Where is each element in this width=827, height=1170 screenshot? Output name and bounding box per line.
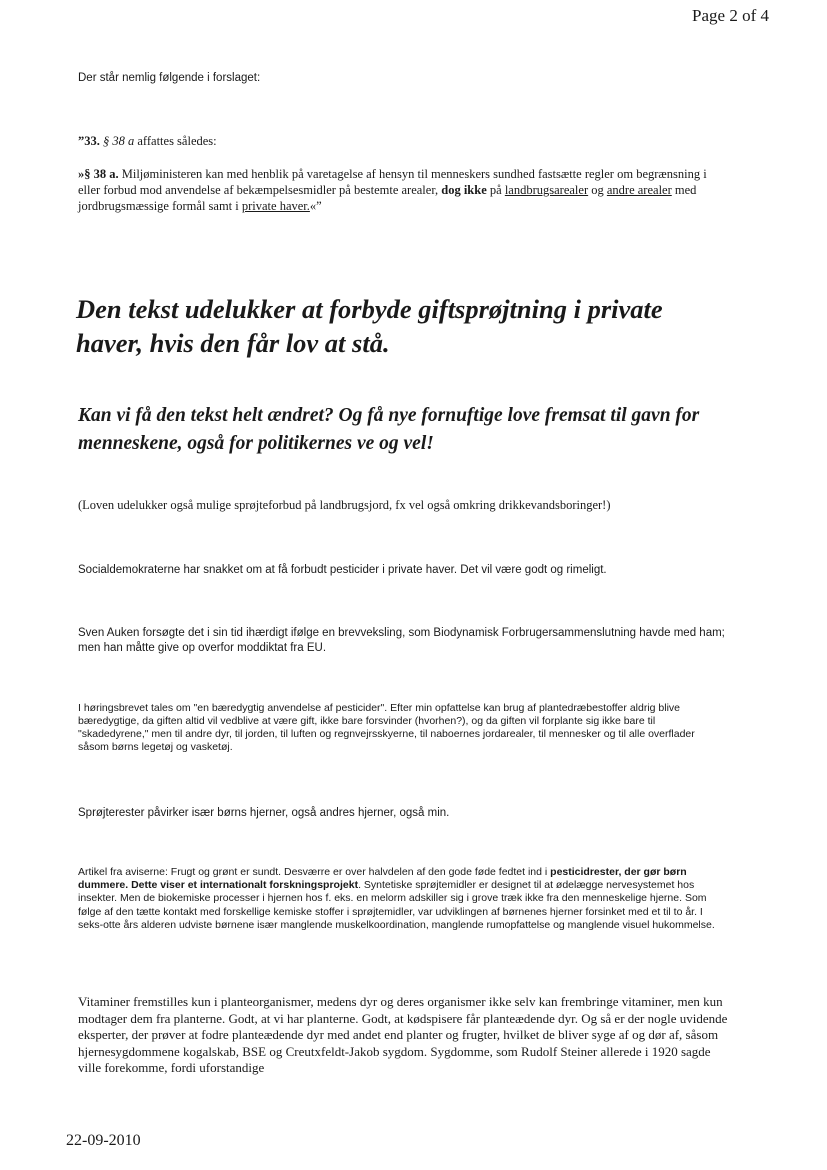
paragraph-spray-residue: Sprøjterester påvirker især børns hjerner, også andres hjerner, også min. <box>78 807 450 819</box>
paragraph-vitamins: Vitaminer fremstilles kun i planteorganismer, medens dyr og deres organismer ikke selv kan frembringe vitaminer, men kun modtager dem fra planterne. Godt, at vi har planterne. Godt, at kødspisere får planteædende dyr. Og så er der nogle uvidende eksperter, der prøver at fodre planteædende dyr med andet end planter og frugter, hvilket de bliver syge af og dør af, såsom hjernesygdommene kogalskab, BSE og Creutxfeldt-Jakob sygdom. Sygdomme, som Rudolf Steiner allerede i 1920 sagde ville forekomme, fordi uforstandige <box>78 994 728 1075</box>
paragraph-hearing-letter: I høringsbrevet tales om "en bæredygtig anvendelse af pesticider". Efter min opfattelse kan brug af plantedræbestoffer aldrig blive bæredygtige, da giften altid vil vedblive at være gift, ikke bare forsvinder (hvorhen?), og da giften vil forplante sig ikke bare til "skadedyrene," men til andre dyr, til jorden, til luften og regnvejrsskyerne, til naboernes jordarealer, til mennesker og til alle overflader såsom børns legetøj og vasketøj. <box>78 702 695 753</box>
intro-line: Der står nemlig følgende i forslaget: <box>78 72 261 84</box>
subheadline: Kan vi få den tekst helt ændret? Og få nye fornuftige love fremsat til gavn for menneskene, også for politikernes ve og vel! <box>78 405 700 454</box>
quote-bold: dog ikke <box>441 183 487 197</box>
paragraph-social-democrats: Socialdemokraterne har snakket om at få forbudt pesticider i private haver. Det vil være godt og rimeligt. <box>78 564 607 576</box>
section-heading <box>78 134 217 149</box>
section-ref: § 38 a <box>103 134 135 148</box>
quote-text-3: og <box>588 183 607 197</box>
quote-underline-3: private haver. <box>241 199 310 213</box>
quote-text-1: Miljøministeren kan med henblik på varetagelse af hensyn til menneskers sundhed fastsætte regler om begrænsning i eller forbud mod anvendelse af bekæmpelsesmidler på bestemte arealer, <box>78 167 707 197</box>
headline: Den tekst udelukker at forbyde giftsprøjtning i private haver, hvis den får lov at stå. <box>76 294 663 358</box>
section-number: ”33. <box>78 134 103 148</box>
quote-start: »§ 38 a. <box>78 167 119 181</box>
page-number: Page 2 of 4 <box>692 6 769 25</box>
quote-underline-2: andre arealer <box>606 183 672 197</box>
section-suffix: affattes således: <box>134 134 217 148</box>
quote-text-2: på <box>486 183 505 197</box>
quote-underline-1: landbrugsarealer <box>504 183 589 197</box>
article-text-1: Artikel fra aviserne: Frugt og grønt er sundt. Desværre er over halvdelen af den gode føde fedtet ind i <box>78 866 551 878</box>
article-bold: pesticidrester, der gør børn dummere. Dette viser et internationalt forskningsprojekt <box>78 866 687 892</box>
law-note: (Loven udelukker også mulige sprøjteforbud på landbrugsjord, fx vel også omkring drikkevandsboringer!) <box>78 498 611 512</box>
law-quote <box>78 166 718 214</box>
paragraph-newspaper-article <box>78 866 728 932</box>
article-text-2: . Syntetiske sprøjtemidler er designet til at ødelægge nervesystemet hos insekter. Men de biokemiske processer i hjernen hos f. eks. en melorm adskiller sig i grove træk ikke fra den menneskelige hjerne. Som følge af den tætte kontakt med forskellige kemiske stoffer i sprøjtemidler, var udviklingen af børnenes hjerner forsinket med et til to år. I seks-otte års alderen udviste børnene især manglende muskelkoordination, manglende rumopfattelse og manglende visuel hukommelse. <box>78 879 715 931</box>
footer-date: 22-09-2010 <box>66 1132 141 1149</box>
paragraph-auken: Sven Auken forsøgte det i sin tid ihærdigt ifølge en brevveksling, som Biodynamisk Forbrugersammenslutning havde med ham; men han måtte give op overfor moddiktat fra EU. <box>78 627 725 654</box>
quote-end: «” <box>309 199 322 213</box>
quote-text-4: med jordbrugsmæssige formål samt i <box>78 183 697 213</box>
